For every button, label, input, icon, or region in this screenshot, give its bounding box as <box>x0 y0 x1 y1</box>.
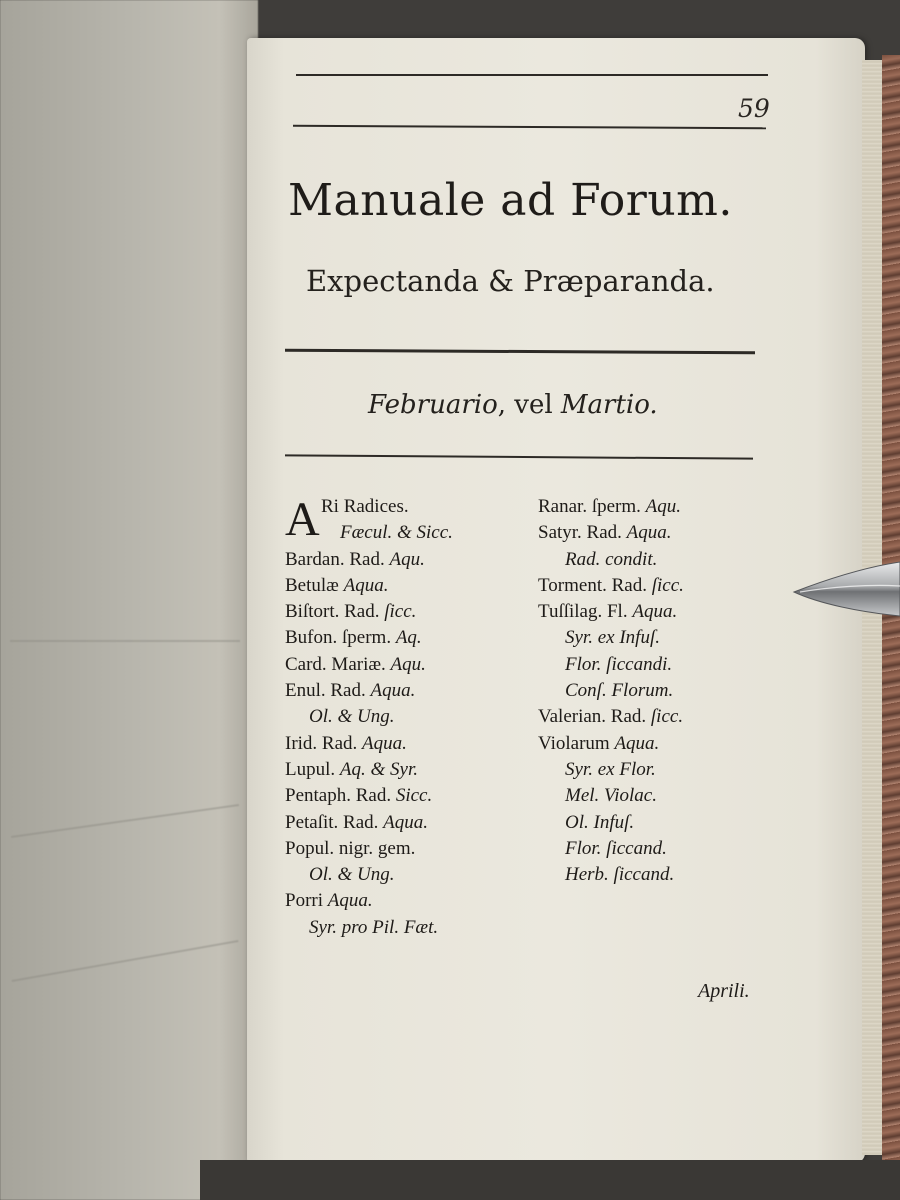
entry-text: Ri Radices. <box>321 496 409 517</box>
list-item <box>538 810 778 836</box>
list-item <box>285 888 525 914</box>
entry-italic: Aqua. <box>632 601 678 623</box>
entry-text: Enul. Rad. <box>285 680 371 702</box>
dropcap-block <box>285 494 525 547</box>
list-item <box>538 520 778 546</box>
dropcap-letter: A <box>285 493 320 546</box>
entry-italic: Mel. Violac. <box>565 785 657 807</box>
entry-text: Betulæ <box>285 574 344 596</box>
entry-italic: Flor. ſiccandi. <box>565 653 673 675</box>
entry-text: Torment. Rad. <box>538 574 652 596</box>
page-subtitle: Expectanda & Præparanda. <box>306 264 715 298</box>
entry-text: Card. Mariæ. <box>285 653 391 675</box>
list-item <box>285 836 525 862</box>
page-number: 59 <box>738 94 770 123</box>
entry-italic: Ol. Infuſ. <box>565 811 635 833</box>
list-item <box>285 520 525 546</box>
list-item <box>538 625 778 651</box>
entry-text: Popul. nigr. gem. <box>285 837 416 859</box>
left-column <box>285 494 525 941</box>
right-column <box>538 494 778 888</box>
list-item <box>538 599 778 625</box>
list-item <box>538 652 778 678</box>
list-item <box>538 757 778 783</box>
ghost-rule <box>11 804 239 838</box>
entry-text: Petaſit. Rad. <box>285 811 384 833</box>
entry-text: Biſtort. Rad. <box>285 601 385 623</box>
entry-italic: Syr. ex Flor. <box>565 758 656 780</box>
list-item <box>538 704 778 730</box>
catchword: Aprili. <box>698 980 750 1002</box>
entry-text: Pentaph. Rad. <box>285 785 396 807</box>
list-item <box>538 836 778 862</box>
ghost-rule <box>12 940 239 982</box>
page-title: Manuale ad Forum. <box>288 175 733 226</box>
entry-text: Violarum <box>538 732 615 754</box>
list-item <box>538 783 778 809</box>
entry-italic: Syr. pro Pil. Fæt. <box>309 916 439 938</box>
entry-italic: Rad. condit. <box>565 548 658 570</box>
list-item <box>285 810 525 836</box>
entry-italic: Aqu. <box>390 653 426 675</box>
entry-italic: Aqua. <box>614 732 660 754</box>
entry-text: Satyr. Rad. <box>538 522 627 544</box>
entry-italic: Ol. & Ung. <box>309 864 395 886</box>
entry-italic: Sicc. <box>395 785 433 807</box>
month-march: Martio. <box>560 390 658 420</box>
entry-text: Bardan. Rad. <box>285 548 390 570</box>
list-item <box>285 573 525 599</box>
entry-italic: Aqua. <box>362 732 407 754</box>
list-item <box>285 915 525 941</box>
list-item <box>538 731 778 757</box>
list-item <box>285 862 525 888</box>
entry-text: Tuſſilag. Fl. <box>538 601 633 623</box>
list-item <box>285 704 525 730</box>
entry-text: Porri <box>285 890 328 912</box>
list-item <box>285 599 525 625</box>
entry-italic: Aqua. <box>626 522 672 544</box>
left-page-blurred <box>0 0 258 1200</box>
entry-text: Ranar. ſperm. <box>538 496 646 517</box>
list-item <box>538 547 778 573</box>
entry-italic: Aqu. <box>645 496 681 517</box>
entry-italic: Herb. ſiccand. <box>565 864 675 886</box>
entry-italic: Aqua. <box>370 680 416 702</box>
list-item <box>285 783 525 809</box>
entry-text: Bufon. ſperm. <box>285 627 396 649</box>
month-february: Februario <box>368 390 498 420</box>
entry-italic: ſicc. <box>650 706 684 728</box>
table-surface <box>200 1160 900 1200</box>
month-heading <box>368 390 658 420</box>
entry-text: Lupul. <box>285 758 340 780</box>
entry-text: Valerian. Rad. <box>538 706 651 728</box>
list-item <box>538 678 778 704</box>
entry-italic: Fæcul. & Sicc. <box>340 522 453 544</box>
list-item <box>285 757 525 783</box>
knife-blade-icon <box>790 560 900 620</box>
list-item <box>285 494 525 520</box>
entry-italic: Aq. <box>395 627 422 649</box>
entry-italic: Aq. & Syr. <box>339 758 418 780</box>
entry-italic: Conſ. Florum. <box>565 680 674 702</box>
list-item <box>538 494 778 520</box>
entry-italic: ſicc. <box>651 574 684 596</box>
list-item <box>285 547 525 573</box>
entry-italic: Aqua. <box>327 890 373 912</box>
entry-italic: Aqu. <box>389 548 425 570</box>
entry-italic: Flor. ſiccand. <box>565 837 667 859</box>
entry-italic: Aqua. <box>383 811 429 833</box>
entry-italic: Ol. & Ung. <box>309 706 395 728</box>
list-item <box>538 573 778 599</box>
ghost-rule <box>10 640 240 642</box>
list-item <box>285 731 525 757</box>
month-connector: , vel <box>497 390 561 420</box>
entry-text: Irid. Rad. <box>285 732 363 754</box>
top-rule <box>296 74 768 76</box>
entry-italic: ſicc. <box>384 601 417 623</box>
entry-italic: Aqua. <box>343 574 389 596</box>
list-item <box>285 652 525 678</box>
list-item <box>285 678 525 704</box>
entry-italic: Syr. ex Infuſ. <box>565 627 660 649</box>
list-item <box>538 862 778 888</box>
list-item <box>285 625 525 651</box>
